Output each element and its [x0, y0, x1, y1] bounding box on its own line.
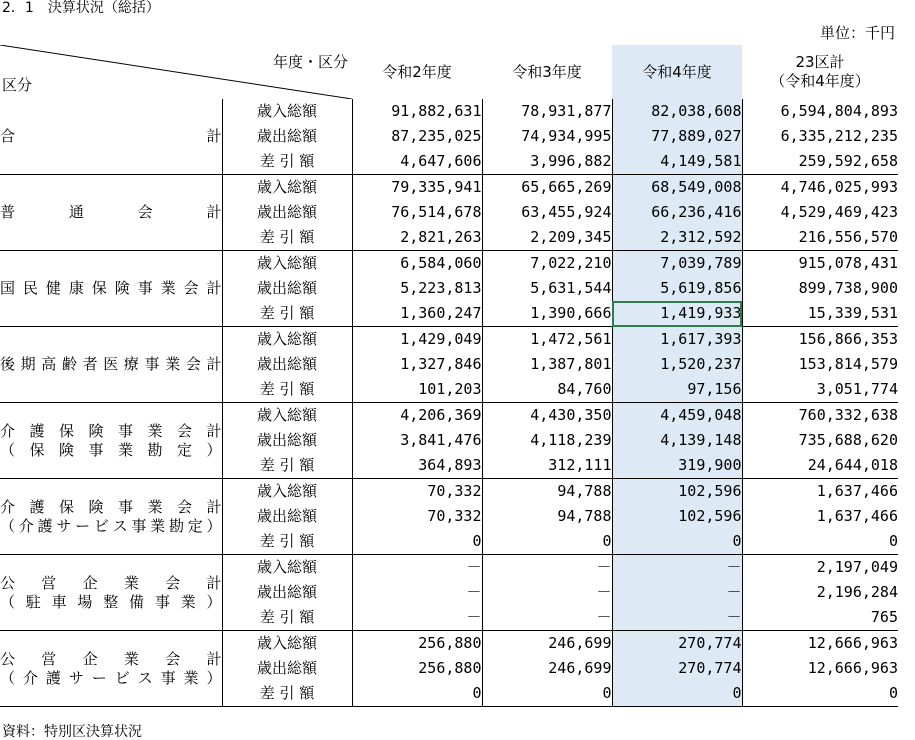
value-cell[interactable]: 0 — [742, 529, 898, 555]
row-item-label: 歳入総額 — [222, 403, 352, 429]
value-cell[interactable]: 79,335,941 — [352, 175, 482, 201]
value-cell[interactable]: 0 — [352, 681, 482, 707]
col-header-23ku-line1: 23区計 — [795, 53, 845, 71]
value-cell[interactable]: 66,236,416 — [612, 200, 742, 225]
value-cell[interactable]: 1,520,237 — [612, 352, 742, 377]
value-cell[interactable]: 4,149,581 — [612, 149, 742, 175]
value-cell[interactable]: 94,788 — [482, 504, 612, 529]
category-label-line: （保険事業勘定） — [0, 440, 222, 459]
value-cell[interactable]: 270,774 — [612, 656, 742, 681]
value-cell[interactable]: 15,339,531 — [742, 301, 898, 327]
value-cell[interactable]: 1,637,466 — [742, 504, 898, 529]
value-cell[interactable]: 3,841,476 — [352, 428, 482, 453]
value-cell[interactable]: 364,893 — [352, 453, 482, 479]
category-label-line: 後期高齢者医療事業会計 — [0, 355, 222, 373]
row-item-label: 歳出総額 — [222, 428, 352, 453]
value-cell[interactable]: 246,699 — [482, 656, 612, 681]
value-cell[interactable]: 1,429,049 — [352, 327, 482, 353]
value-cell[interactable]: 5,619,856 — [612, 276, 742, 301]
category-label-line: （介護サービス事業勘定） — [0, 516, 222, 535]
category-label — [0, 555, 222, 631]
row-item-label: 差 引 額 — [222, 149, 352, 175]
row-item-label: 歳入総額 — [222, 479, 352, 505]
category-label — [0, 175, 222, 251]
value-cell[interactable]: 246,699 — [482, 631, 612, 657]
row-item-label: 歳入総額 — [222, 251, 352, 277]
row-item-label: 歳出総額 — [222, 124, 352, 149]
value-cell[interactable]: 77,889,027 — [612, 124, 742, 149]
value-cell[interactable]: － — [352, 605, 482, 631]
value-cell[interactable]: 4,430,350 — [482, 403, 612, 429]
value-cell[interactable]: 760,332,638 — [742, 403, 898, 429]
category-label — [0, 251, 222, 327]
col-header-r3: 令和3年度 — [512, 62, 582, 81]
value-cell[interactable]: 6,594,804,893 — [742, 99, 898, 124]
value-cell[interactable]: 1,390,666 — [482, 301, 612, 327]
value-cell[interactable]: 87,235,025 — [352, 124, 482, 149]
value-cell[interactable]: － — [352, 580, 482, 605]
value-cell[interactable]: 765 — [742, 605, 898, 631]
row-item-label: 差 引 額 — [222, 225, 352, 251]
row-item-label: 歳出総額 — [222, 276, 352, 301]
value-cell[interactable]: 84,760 — [482, 377, 612, 403]
col-header-r4: 令和4年度 — [612, 45, 742, 99]
row-item-label: 差 引 額 — [222, 301, 352, 327]
row-item-label: 歳入総額 — [222, 631, 352, 657]
corner-category-label: 区分 — [2, 76, 33, 94]
row-item-label: 歳入総額 — [222, 99, 352, 124]
value-cell[interactable]: 68,549,008 — [612, 175, 742, 201]
value-cell[interactable]: 4,529,469,423 — [742, 200, 898, 225]
table-row — [0, 631, 898, 657]
row-item-label: 差 引 額 — [222, 681, 352, 707]
table-row — [0, 327, 898, 353]
value-cell[interactable]: 5,631,544 — [482, 276, 612, 301]
corner-year-label: 年度・区分 — [272, 53, 348, 71]
row-item-label: 歳出総額 — [222, 200, 352, 225]
value-cell[interactable]: 82,038,608 — [612, 99, 742, 124]
value-cell[interactable]: 312,111 — [482, 453, 612, 479]
value-cell[interactable]: 4,206,369 — [352, 403, 482, 429]
value-cell[interactable]: 2,196,284 — [742, 580, 898, 605]
page-title: 2．1 決算状況（総括） — [2, 0, 160, 16]
value-cell[interactable]: 2,197,049 — [742, 555, 898, 581]
value-cell[interactable]: 4,459,048 — [612, 403, 742, 429]
value-cell[interactable]: 7,039,789 — [612, 251, 742, 277]
value-cell[interactable]: － — [482, 555, 612, 581]
table-row — [0, 99, 898, 124]
category-label-line: （駐車場整備事業） — [0, 592, 222, 611]
value-cell[interactable]: 70,332 — [352, 479, 482, 505]
table-row — [0, 175, 898, 201]
value-cell[interactable]: 1,387,801 — [482, 352, 612, 377]
value-cell[interactable]: 1,472,561 — [482, 327, 612, 353]
value-cell[interactable]: 3,051,774 — [742, 377, 898, 403]
header-corner — [0, 45, 352, 99]
value-cell[interactable]: 1,637,466 — [742, 479, 898, 505]
header-row — [0, 45, 898, 99]
value-cell[interactable]: 7,022,210 — [482, 251, 612, 277]
table-row — [0, 555, 898, 581]
value-cell[interactable]: 5,223,813 — [352, 276, 482, 301]
value-cell[interactable]: 2,209,345 — [482, 225, 612, 251]
value-cell[interactable]: 0 — [612, 681, 742, 707]
value-cell[interactable]: 153,814,579 — [742, 352, 898, 377]
category-label-line: （介護サービス事業） — [0, 668, 222, 687]
value-cell[interactable]: 156,866,353 — [742, 327, 898, 353]
value-cell[interactable]: 65,665,269 — [482, 175, 612, 201]
table-row — [0, 479, 898, 505]
value-cell[interactable]: 3,996,882 — [482, 149, 612, 175]
col-header-23ku — [742, 45, 898, 99]
category-label — [0, 631, 222, 707]
category-label-line: 介護保険事業会計 — [0, 421, 222, 440]
category-label-line: 公営企業会計 — [0, 573, 222, 592]
category-label — [0, 403, 222, 479]
value-cell[interactable]: 216,556,570 — [742, 225, 898, 251]
row-item-label: 差 引 額 — [222, 453, 352, 479]
value-cell[interactable]: － — [612, 555, 742, 581]
value-cell[interactable]: 735,688,620 — [742, 428, 898, 453]
category-label-line: 公営企業会計 — [0, 649, 222, 668]
category-label-line: 普 通 会 計 — [0, 203, 222, 221]
value-cell[interactable]: － — [482, 605, 612, 631]
value-cell[interactable]: － — [352, 555, 482, 581]
value-cell[interactable]: 256,880 — [352, 631, 482, 657]
source-note: 資料：特別区決算状況 — [2, 724, 142, 740]
table-body — [0, 99, 898, 707]
settlement-table — [0, 45, 898, 707]
value-cell[interactable]: 4,647,606 — [352, 149, 482, 175]
value-cell[interactable]: － — [482, 580, 612, 605]
value-cell[interactable]: 1,327,846 — [352, 352, 482, 377]
category-label — [0, 479, 222, 555]
value-cell[interactable]: 1,617,393 — [612, 327, 742, 353]
value-cell[interactable]: 319,900 — [612, 453, 742, 479]
value-cell[interactable]: 0 — [352, 529, 482, 555]
value-cell[interactable]: 4,139,148 — [612, 428, 742, 453]
value-cell[interactable]: 101,203 — [352, 377, 482, 403]
row-item-label: 歳入総額 — [222, 327, 352, 353]
value-cell[interactable]: 74,934,995 — [482, 124, 612, 149]
value-cell[interactable]: 0 — [612, 529, 742, 555]
value-cell[interactable]: 102,596 — [612, 479, 742, 505]
value-cell[interactable]: 0 — [482, 681, 612, 707]
value-cell[interactable]: 270,774 — [612, 631, 742, 657]
row-item-label: 差 引 額 — [222, 377, 352, 403]
row-item-label: 差 引 額 — [222, 605, 352, 631]
category-label-line: 介護保険事業会計 — [0, 497, 222, 516]
value-cell[interactable]: 256,880 — [352, 656, 482, 681]
category-label-line: 国民健康保険事業会計 — [0, 279, 222, 297]
value-cell[interactable]: 97,156 — [612, 377, 742, 403]
value-cell[interactable]: 6,335,212,235 — [742, 124, 898, 149]
value-cell[interactable]: 899,738,900 — [742, 276, 898, 301]
row-item-label: 歳出総額 — [222, 352, 352, 377]
value-cell[interactable]: 94,788 — [482, 479, 612, 505]
value-cell[interactable]: 4,746,025,993 — [742, 175, 898, 201]
table-row — [0, 403, 898, 429]
col-header-r2: 令和2年度 — [382, 62, 452, 81]
category-label-line: 合 計 — [0, 127, 222, 145]
row-item-label: 歳入総額 — [222, 175, 352, 201]
value-cell[interactable]: 0 — [742, 681, 898, 707]
value-cell[interactable]: 24,644,018 — [742, 453, 898, 479]
unit-label: 単位：千円 — [819, 24, 895, 42]
row-item-label: 歳出総額 — [222, 504, 352, 529]
value-cell[interactable]: 915,078,431 — [742, 251, 898, 277]
row-item-label: 歳入総額 — [222, 555, 352, 581]
value-cell[interactable]: － — [612, 605, 742, 631]
value-cell[interactable]: 2,312,592 — [612, 225, 742, 251]
table-row — [0, 251, 898, 277]
value-cell[interactable]: 78,931,877 — [482, 99, 612, 124]
category-label — [0, 327, 222, 403]
value-cell[interactable]: 63,455,924 — [482, 200, 612, 225]
value-cell[interactable]: － — [612, 580, 742, 605]
value-cell[interactable]: 0 — [482, 529, 612, 555]
row-item-label: 歳出総額 — [222, 580, 352, 605]
value-cell[interactable]: 91,882,631 — [352, 99, 482, 124]
value-cell[interactable]: 70,332 — [352, 504, 482, 529]
value-cell[interactable]: 6,584,060 — [352, 251, 482, 277]
value-cell[interactable]: 102,596 — [612, 504, 742, 529]
row-item-label: 歳出総額 — [222, 656, 352, 681]
value-cell[interactable]: 4,118,239 — [482, 428, 612, 453]
value-cell[interactable]: 12,666,963 — [742, 631, 898, 657]
value-cell[interactable]: 12,666,963 — [742, 656, 898, 681]
value-cell[interactable]: 76,514,678 — [352, 200, 482, 225]
col-header-23ku-line2: （令和4年度） — [770, 72, 870, 90]
value-cell[interactable]: 1,360,247 — [352, 301, 482, 327]
value-cell[interactable]: 1,419,933 — [612, 301, 742, 327]
value-cell[interactable]: 259,592,658 — [742, 149, 898, 175]
value-cell[interactable]: 2,821,263 — [352, 225, 482, 251]
category-label — [0, 99, 222, 175]
row-item-label: 差 引 額 — [222, 529, 352, 555]
